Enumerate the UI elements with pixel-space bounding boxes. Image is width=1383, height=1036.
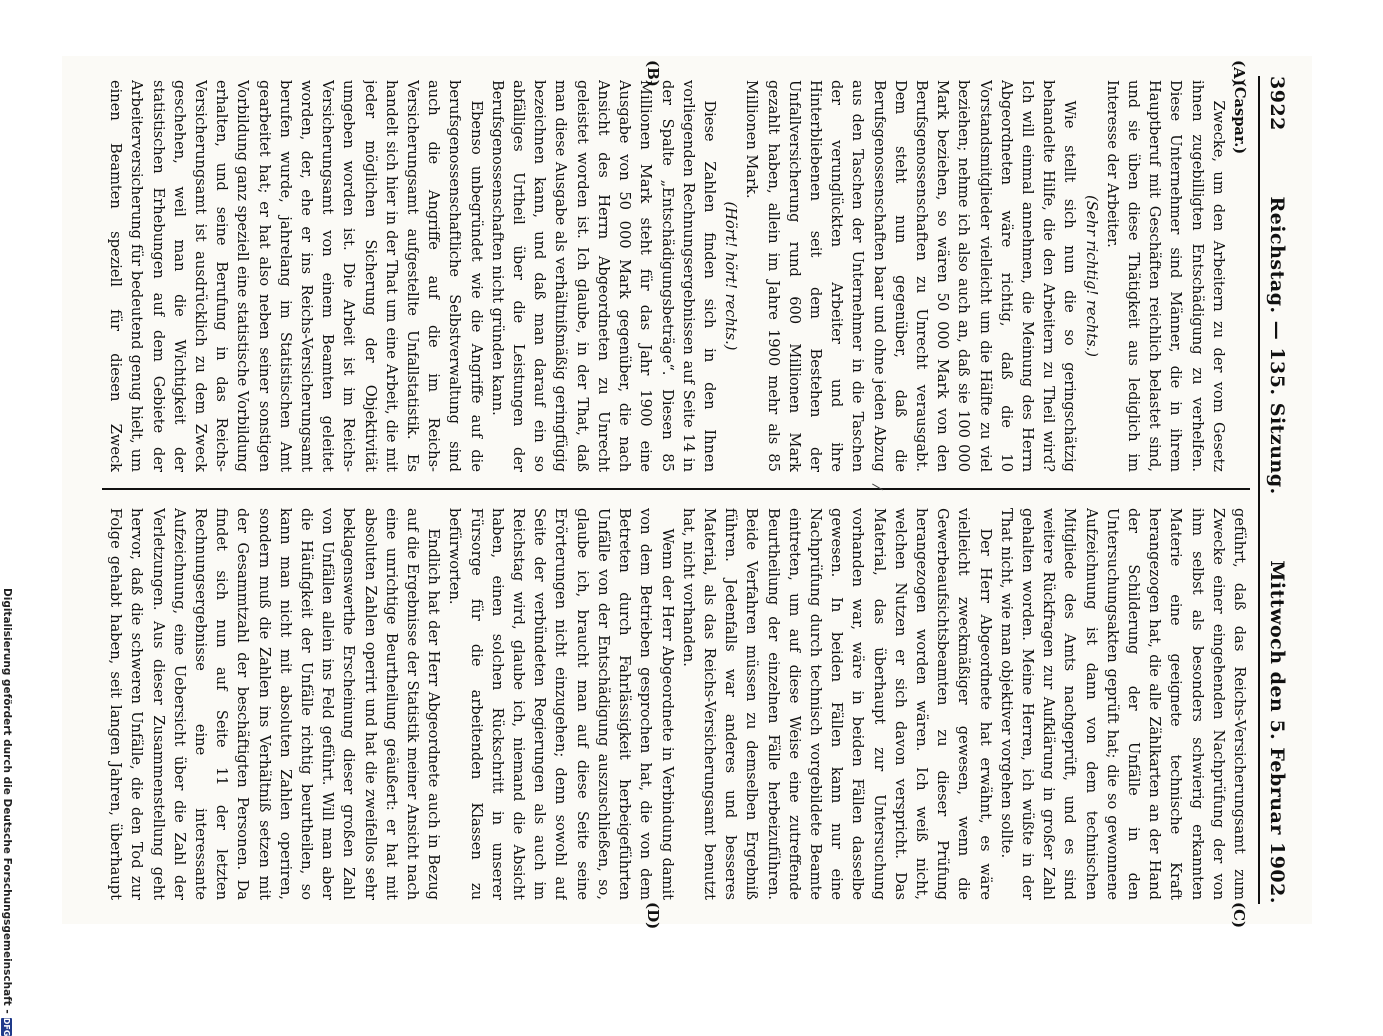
right-text-column bbox=[102, 508, 1250, 900]
paragraph: Der Herr Abgeordnete hat erwähnt, es wäre vielleicht zweckmäßiger gewesen, wenn die Gewerbeaufsichtsbeamten zu dieser Prüfung herangezogen worden wären. Ich weiß nicht, welchen Nutzen er sich davon verspricht. Das Material, das überhaupt zur Untersuchung vorhanden war, wäre in beiden Fällen dasselbe gewesen. In beiden Fällen kann nur eine Nachprüfung durch technisch vorgebildete Beamte eintreten, um auf diese Weise eine zutreffende Beurtheilung der einzelnen Fälle herbeizuführen. Beide Verfahren müssen zu demselben Ergebniß führen. Jedenfalls war anderes und besseres Material, als das Reichs-Versicherungsamt benutzt hat, nicht vorhanden. bbox=[679, 508, 994, 900]
digitization-credit bbox=[0, 588, 14, 1036]
margin-mark-a: (A) bbox=[1230, 60, 1248, 86]
interjection: (Sehr richtig! rechts.) bbox=[1082, 195, 1100, 357]
credit-text: Digitalisierung gefördert durch die Deutsche Forschungsgemeinschaft - bbox=[1, 588, 13, 1014]
margin-mark-c: (C) bbox=[1230, 902, 1248, 929]
running-head-title: Reichstag. — 135. Sitzung. bbox=[1266, 196, 1288, 495]
margin-mark-b: (B) bbox=[644, 60, 662, 87]
dfg-logo-icon: DFG bbox=[2, 1017, 12, 1036]
running-head bbox=[1258, 76, 1294, 904]
page-number: 3922 bbox=[1266, 76, 1288, 131]
paragraph: Diese Zahlen finden sich in den Ihnen vorliegenden Rechnungsergebnissen auf Seite 14 in der Spalte „Entschädigungsbeträge“. Diesen 85 Millionen Mark steht für das Jahr 1900 eine Ausgabe von 50 000 Mark gegenüber, die nach Ansicht des Herrn Abgeordneten zu Unrecht geleistet worden ist. Ich glaube, in der That, daß man diese Ausgabe als verhältnißmäßig geringfügig bezeichnen kann, und daß man darauf ein so abfälliges Urtheil über die Leistungen der Berufsgenossenschaften nicht gründen kann. bbox=[488, 80, 718, 472]
column-divider bbox=[102, 488, 1250, 490]
left-text-column bbox=[102, 80, 1250, 472]
paragraph: Ebenso unbegründet wie die Angriffe auf die berufsgenossenschaftliche Selbstverwaltung sind auch die Angriffe auf die im Reichs-Versicherungsamt aufgestellte Unfallstatistik. Es handelt sich hier in der That um eine Arbeit, die mit jeder möglichen Sicherung der Objektivität umgeben worden ist. Die Arbeit ist im Reichs-Versicherungsamt von einem Beamten geleitet worden, der, ehe er ins Reichs-Versicherungsamt berufen wurde, jahrelang im Statistischen Amt gearbeitet hat; er hat also neben seiner sonstigen Vorbildung ganz speziell eine statistische Vorbildung erhalten, und seine Berufung in das Reichs-Versicherungsamt ist ausdrücklich zu dem Zweck geschehen, weil man die Wichtigkeit der statistischen Erhebungen auf dem Gebiete der Arbeiterversicherung für bedeutend genug hielt, um einen Beamten speziell für diesen Zweck bbox=[107, 80, 485, 472]
paragraph: Wenn der Herr Abgeordnete in Verbindung damit von dem Betrieben gesprochen hat, die von dem Betreten durch Fahrlässigkeit herbeigeführten Unfälle von der Entschädigung auszuschließen, so, glaube ich, braucht man auf diese Seite seine Erörterungen nicht einzugehen; denn sowohl auf Seite der verbündeten Regierungen als auch im Reichstag wird, glaube ich, niemand die Absicht haben, einen solchen Rückschritt in unserer Fürsorge für die arbeitenden Klassen zu befürworten. bbox=[446, 508, 676, 900]
paragraph: Wie stellt sich nun die so geringschätzig behandelte Hilfe, die den Arbeitern zu Theil wird? Ich will einmal annehmen, die Meinung des Herrn Abgeordneten wäre richtig, daß die 10 Vorstandsmitglieder vielleicht um die Hälfte zu viel beziehen; nehme ich also auch an, daß sie 100 000 Mark beziehen, so wären 50 000 Mark von den Berufsgenossenschaften zu Unrecht verausgabt. Dem steht nun gegenüber, daß die Berufsgenossenschaften baar und ohne jeden Abzug aus den Taschen der Unternehmer in die Taschen der verunglückten Arbeiter und ihre Hinterbliebenen seit dem Bestehen der Unfallversicherung rund 600 Millionen Mark gezahlt haben, allein im Jahre 1900 mehr als 85 Millionen Mark. bbox=[743, 80, 1079, 472]
scanned-page bbox=[62, 56, 1312, 930]
speaker-name: (Caspar.) bbox=[1231, 80, 1248, 155]
interjection: (Hört! hört! rechts.) bbox=[722, 201, 740, 351]
scanned-page-wrapper bbox=[62, 56, 1312, 930]
running-head-date: Mittwoch den 5. Februar 1902. bbox=[1266, 560, 1288, 904]
ink-mark bbox=[869, 483, 883, 495]
margin-mark-d: (D) bbox=[644, 902, 662, 930]
paragraph: geführt, daß das Reichs-Versicherungsamt zum Zwecke einer eingehenden Nachprüfung der von ihm selbst als besonders schwierig erkannten Materie eine geeignete technische Kraft herangezogen hat, die alle Zählkarten an der Hand der Schilderung der Unfälle in den Untersuchungsakten geprüft hat; die so gewonnene Aufzeichnung ist dann von dem technischen Mitgliede des Amts nachgeprüft, und es sind weitere Rückfragen zur Aufklärung in großer Zahl gehalten worden. Meine Herren, ich wüßte in der That nicht, wie man objektiver vorgehen sollte. bbox=[997, 508, 1248, 900]
paragraph: Endlich hat der Herr Abgeordnete auch in Bezug auf die Ergebnisse der Statistik meiner Ansicht nach eine unrichtige Beurtheilung geäußert: er hat mit absoluten Zahlen operirt und hat die zweifellos sehr beklagenswerthe Erscheinung dieser großen Zahl von Unfällen allein ins Feld geführt. Will man aber die Häufigkeit der Unfälle richtig beurtheilen, so kann man nicht mit absoluten Zahlen operiren, sondern muß die Zahlen ins Verhältniß setzen mit der Gesammtzahl der beschäftigten Personen. Da findet sich nun auf Seite 11 der letzten Rechnungsergebnisse eine interessante Aufzeichnung, eine Uebersicht über die Zahl der Verletzungen. Aus dieser Zusammenstellung geht hervor, daß die schweren Unfälle, die den Tod zur Folge gehabt haben, seit langen Jahren, überhaupt bbox=[107, 508, 443, 900]
paragraph: Zwecke, um den Arbeitern zu der vom Gesetz ihnen zugebilligten Entschädigung zu verhelfen. Diese Unternehmer sind Männer, die in ihrem Hauptberuf mit Geschäften reichlich belastet sind, und sie üben diese Thätigkeit aus lediglich im Interesse der Arbeiter. bbox=[1103, 80, 1227, 472]
